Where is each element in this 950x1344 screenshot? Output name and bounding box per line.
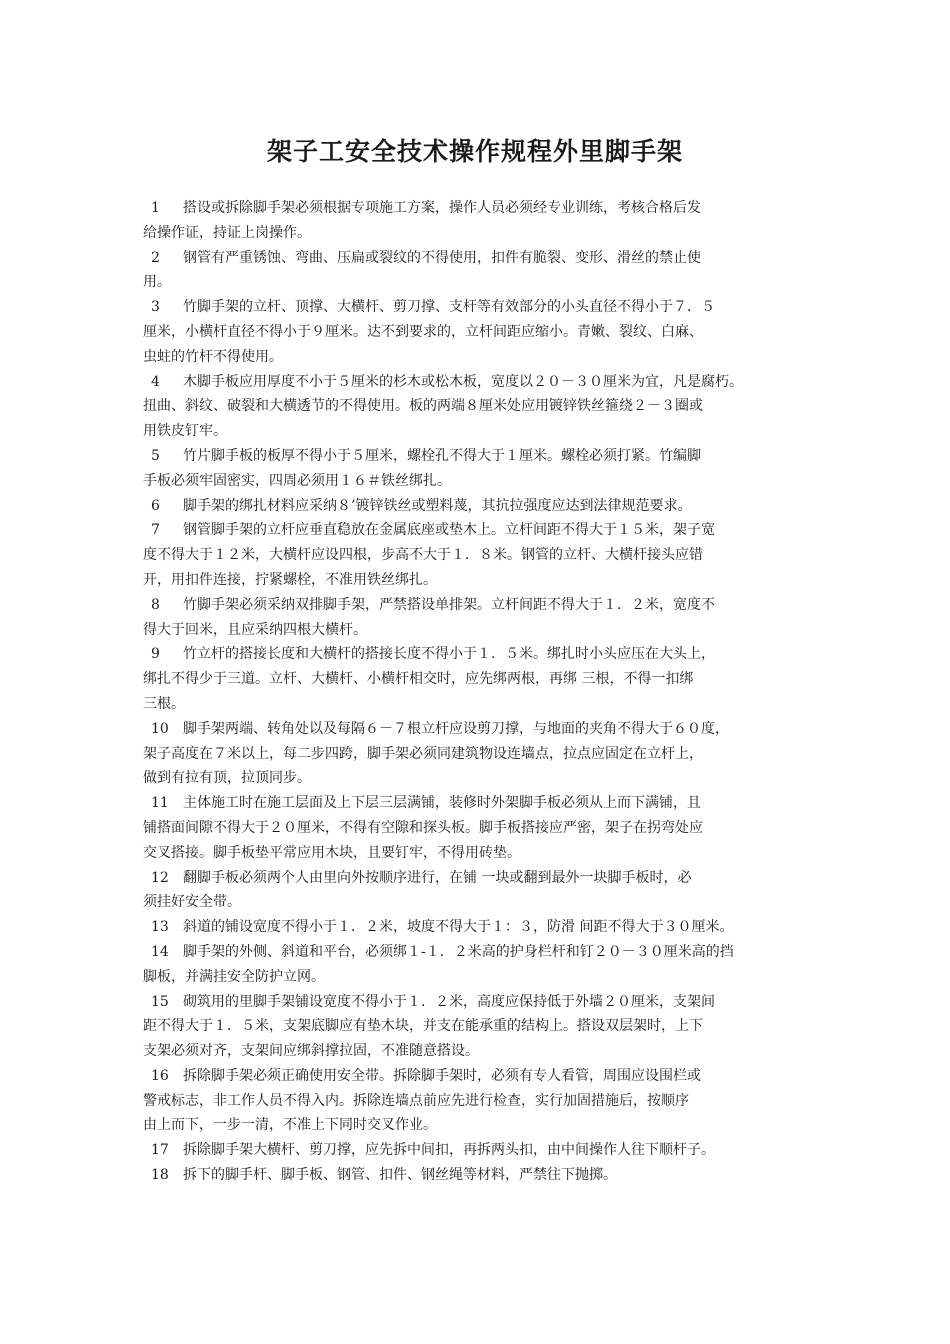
clause-text: 厘米，小横杆直径不得小于９厘米。达不到要求的，立杆间距应缩小。青嫩、裂纹、白麻、 [143, 323, 703, 340]
clause-text: 由上而下，一步一清，不准上下同时交叉作业。 [143, 1117, 437, 1134]
clause-text: 三根。 [143, 695, 185, 712]
clause-number: 12 [151, 869, 169, 886]
clause-number: 18 [151, 1167, 169, 1184]
clause-line [143, 270, 823, 295]
clause-line [143, 866, 823, 891]
clause-line [143, 1163, 823, 1188]
clause-item [143, 295, 823, 369]
clause-text: 拆除脚手架大横杆、剪刀撑，应先拆中间扣，再拆两头扣，由中间操作人往下顺杆子。 [183, 1142, 715, 1159]
clause-number: 4 [151, 373, 160, 390]
clause-item [143, 1064, 823, 1138]
clause-line [143, 1014, 823, 1039]
clause-item [143, 494, 823, 519]
clause-number: 7 [151, 522, 160, 539]
clause-line [143, 394, 823, 419]
clause-line [143, 618, 823, 643]
clause-line [143, 494, 823, 519]
clause-text: 拆下的脚手杆、脚手板、钢管、扣件、钢丝绳等材料，严禁往下抛掷。 [183, 1167, 617, 1184]
clause-text: 开，用扣件连接，拧紧螺栓，不准用铁丝绑扎。 [143, 571, 437, 588]
clause-line [143, 915, 823, 940]
clause-text: 竹立杆的搭接长度和大横杆的搭接长度不得小于１．５米。绑扎时小头应压在大头上， [183, 646, 715, 663]
clause-text: 钢管脚手架的立杆应垂直稳放在金属底座或垫木上。立杆间距不得大于１５米，架子宽 [183, 522, 715, 539]
clause-line [143, 568, 823, 593]
clause-line [143, 642, 823, 667]
clause-line [143, 295, 823, 320]
clause-text: 交叉搭接。脚手板垫平常应用木块，且要钉牢，不得用砖垫。 [143, 844, 521, 861]
clause-line [143, 717, 823, 742]
clause-line [143, 692, 823, 717]
document-body [143, 196, 823, 1188]
clause-number: 16 [151, 1067, 169, 1084]
clause-item [143, 791, 823, 865]
clause-text: 警戒标志，非工作人员不得入内。拆除连墙点前应先进行检查，实行加固措施后，按顺序 [143, 1092, 689, 1109]
clause-line [143, 370, 823, 395]
clause-line [143, 196, 823, 221]
clause-item [143, 642, 823, 716]
clause-line [143, 518, 823, 543]
clause-text: 虫蛀的竹杆不得使用。 [143, 348, 283, 365]
clause-line [143, 965, 823, 990]
clause-line [143, 1064, 823, 1089]
clause-line [143, 246, 823, 271]
clause-text: 得大于回米，且应采纳四根大横杆。 [143, 621, 367, 638]
clause-text: 竹片脚手板的板厚不得小于５厘米，螺栓孔不得大于１厘米。螺栓必须打紧。竹编脚 [183, 447, 701, 464]
clause-text: 支架必须对齐，支架间应绑斜撑拉固，不准随意搭设。 [143, 1043, 479, 1060]
clause-text: 做到有拉有顶，拉顶同步。 [143, 770, 311, 787]
clause-line [143, 1138, 823, 1163]
clause-text: 手板必须牢固密实，四周必须用１６＃铁丝绑扎。 [143, 472, 451, 489]
clause-text: 斜道的铺设宽度不得小于１．２米，坡度不得大于１：３，防滑 间距不得大于３０厘米。 [183, 919, 734, 936]
clause-number: 3 [151, 299, 160, 316]
clause-text: 用铁皮钉牢。 [143, 423, 227, 440]
clause-text: 拆除脚手架必须正确使用安全带。拆除脚手架时，必须有专人看管，周围应设围栏或 [183, 1067, 701, 1084]
clause-text: 距不得大于１．５米，支架底脚应有垫木块，并支在能承重的结构上。搭设双层架时，上下 [143, 1018, 703, 1035]
clause-text: 搭设或拆除脚手架必须根据专项施工方案，操作人员必须经专业训练，考核合格后发 [183, 200, 701, 216]
clause-item [143, 370, 823, 444]
clause-line [143, 320, 823, 345]
clause-number: 1 [151, 200, 160, 216]
clause-text: 砌筑用的里脚手架铺设宽度不得小于１．２米，高度应保持低于外墙２０厘米，支架间 [183, 993, 715, 1010]
clause-text: 度不得大于１２米，大横杆应设四根，步高不大于１．８米。钢管的立杆、大横杆接头应错 [143, 547, 703, 564]
clause-line [143, 791, 823, 816]
clause-item [143, 246, 823, 296]
document-title: 架子工安全技术操作规程外里脚手架 [266, 137, 683, 166]
clause-text: 脚板，并满挂安全防护立网。 [143, 968, 325, 985]
clause-item [143, 866, 823, 916]
clause-text: 主体施工时在施工层面及上下层三层满铺，装修时外架脚手板必须从上而下满铺，且 [183, 795, 701, 812]
clause-line [143, 593, 823, 618]
clause-line [143, 940, 823, 965]
clause-number: 11 [151, 795, 169, 812]
clause-line [143, 890, 823, 915]
clause-number: 17 [151, 1142, 169, 1159]
clause-item [143, 717, 823, 791]
clause-line [143, 766, 823, 791]
clause-line [143, 345, 823, 370]
clause-number: 13 [151, 919, 169, 936]
clause-item [143, 518, 823, 592]
clause-item [143, 444, 823, 494]
clause-number: 9 [151, 646, 160, 663]
clause-item [143, 1138, 823, 1163]
clause-line [143, 419, 823, 444]
clause-text: 脚手架的外侧、斜道和平台，必须绑１-１．２米高的护身栏杆和钉２０－３０厘米高的挡 [183, 943, 734, 960]
clause-line [143, 469, 823, 494]
clause-number: 14 [151, 943, 169, 960]
clause-item [143, 940, 823, 990]
clause-line [143, 816, 823, 841]
clause-text: 须挂好安全带。 [143, 894, 241, 911]
clause-item [143, 593, 823, 643]
clause-text: 脚手架的绑扎材料应采纳８’镀锌铁丝或塑料蔑，其抗拉强度应达到法律规范要求。 [183, 497, 692, 514]
clause-number: 8 [151, 596, 160, 613]
clause-number: 15 [151, 993, 169, 1010]
clause-number: 5 [151, 447, 160, 464]
clause-number: 6 [151, 497, 160, 514]
clause-text: 绑扎不得少于三道。立杆、大横杆、小横杆相交时，应先绑两根，再绑 三根，不得一扣绑 [143, 671, 694, 688]
clause-item [143, 990, 823, 1064]
clause-number: 10 [151, 720, 169, 737]
clause-line [143, 990, 823, 1015]
clause-text: 竹脚手架必须采纳双排脚手架，严禁搭设单排架。立杆间距不得大于１．２米，宽度不 [183, 596, 715, 613]
clause-text: 木脚手板应用厚度不小于５厘米的杉木或松木板，宽度以２０－３０厘米为宜，凡是腐朽。 [183, 373, 743, 390]
clause-line [143, 1039, 823, 1064]
clause-text: 脚手架两端、转角处以及每隔６－７根立杆应设剪刀撑，与地面的夹角不得大于６０度， [183, 720, 729, 737]
clause-text: 铺搭面间隙不得大于２０厘米，不得有空隙和探头板。脚手板搭接应严密，架子在拐弯处应 [143, 819, 703, 836]
clause-item [143, 1163, 823, 1188]
clause-line [143, 742, 823, 767]
clause-item [143, 196, 823, 246]
clause-text: 架子高度在７米以上，每二步四跨，脚手架必须同建筑物设连墙点，拉点应固定在立杆上， [143, 745, 703, 762]
clause-number: 2 [151, 249, 160, 266]
clause-line [143, 221, 823, 246]
clause-text: 扭曲、斜纹、破裂和大横透节的不得使用。板的两端８厘米处应用镀锌铁丝箍绕２－３圈或 [143, 398, 703, 415]
clause-item [143, 915, 823, 940]
clause-text: 翻脚手板必须两个人由里向外按顺序进行，在铺 一块或翻到最外一块脚手板时，必 [183, 869, 692, 886]
clause-line [143, 1113, 823, 1138]
clause-text: 给操作证，持证上岗操作。 [143, 224, 311, 241]
clause-text: 用。 [143, 274, 171, 291]
clause-line [143, 841, 823, 866]
clause-text: 竹脚手架的立杆、顶撑、大横杆、剪刀撑、支杆等有效部分的小头直径不得小于７．５ [183, 299, 715, 316]
clause-text: 钢管有严重锈蚀、弯曲、压扁或裂纹的不得使用，扣件有脆裂、变形、滑丝的禁止使 [183, 249, 701, 266]
clause-line [143, 1089, 823, 1114]
clause-line [143, 667, 823, 692]
clause-line [143, 543, 823, 568]
clause-line [143, 444, 823, 469]
